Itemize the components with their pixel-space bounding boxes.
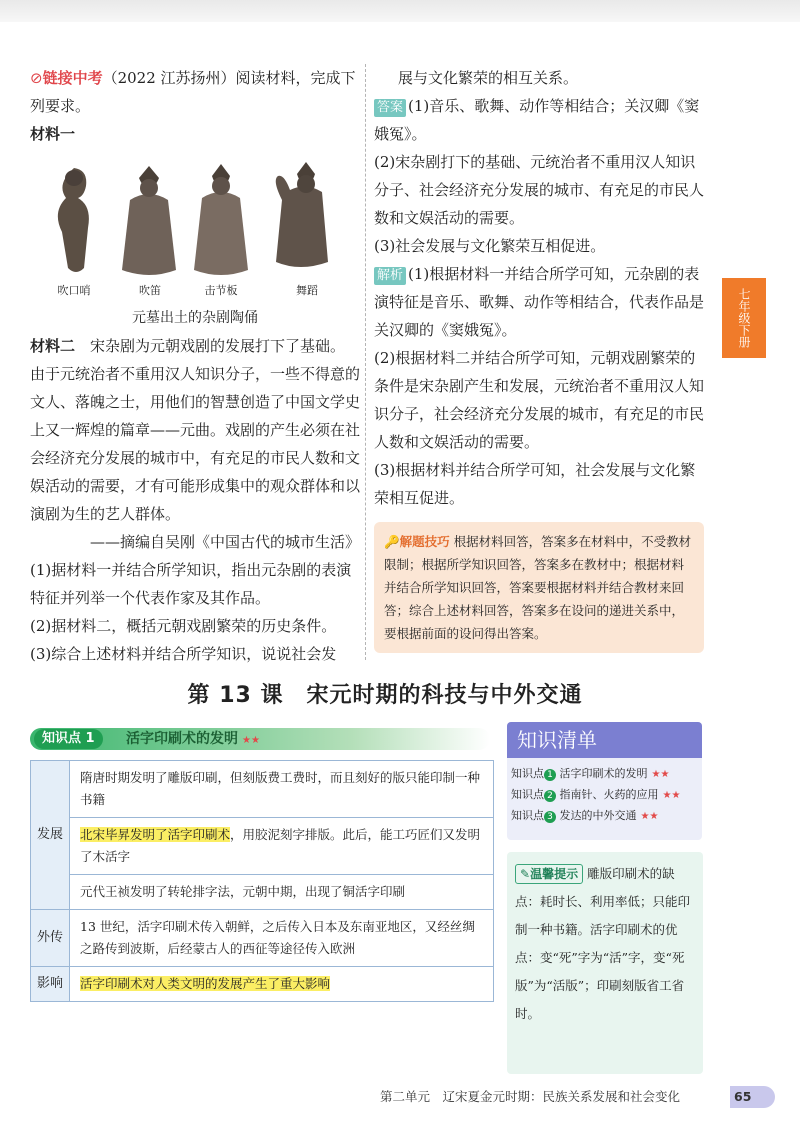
analysis-2: (2)根据材料二并结合所学可知，元朝戏剧繁荣的条件是宋杂剧产生和发展，元统治者不重用汉人知识分子，社会经济充分发展的城市，有充足的市民人数和文娱活动的需要。 bbox=[374, 349, 705, 451]
link-label: 链接中考 bbox=[42, 69, 103, 87]
answer-1 bbox=[374, 92, 704, 148]
lightbulb-icon: ✎ bbox=[520, 867, 531, 881]
warm-tip-label-text: 温馨提示 bbox=[530, 867, 579, 881]
star-icon: ★★ bbox=[640, 811, 659, 822]
analysis-tag: 解析 bbox=[374, 267, 406, 285]
row-header-spread: 外传 bbox=[31, 910, 70, 967]
tip-text: 根据材料回答，答案多在材料中，不受教材限制；根据所学知识回答，答案多在教材中；根据材料并结合所学知识回答，答案要根据材料并结合教材来回答；综合上述材料回答，答案多在设问的递进关系中，要根据前面的设问得出答案。 bbox=[384, 534, 692, 641]
grade-side-tab: 七年级下册 bbox=[722, 278, 766, 358]
exam-intro bbox=[30, 64, 360, 120]
analysis-1 bbox=[374, 260, 704, 344]
page-number: 65 bbox=[734, 1089, 752, 1104]
table-row bbox=[31, 910, 494, 967]
terracotta-figures bbox=[30, 152, 360, 302]
item-number: 3 bbox=[544, 811, 556, 823]
column-divider bbox=[365, 64, 366, 660]
item-prefix: 知识点 bbox=[511, 788, 544, 801]
figure-dance-icon bbox=[270, 160, 340, 284]
question-1: (1)据材料一并结合所学知识，指出元杂剧的表演特征并列举一个代表作家及其作品。 bbox=[30, 561, 352, 607]
page-footer bbox=[380, 1086, 770, 1108]
material2-text: 宋杂剧为元朝戏剧的发展打下了基础。由于元统治者不重用汉人知识分子，一些不得意的文人、落魄之士，用他们的智慧创造了中国文学史上又一辉煌的篇章——元曲。戏剧的产生必须在社会经济充分发展的城市中，有充足的市民人数和文娱活动的需要，才有可能形成集中的观众群体和以演剧为生的艺人群体。 bbox=[30, 337, 361, 523]
question-2: (2)据材料二，概括元朝戏剧繁荣的历史条件。 bbox=[30, 617, 337, 635]
figure-caption: 击节板 bbox=[204, 284, 238, 297]
knowledge-list-title: 知识清单 bbox=[507, 722, 702, 758]
item-text: 活字印刷术的发明 bbox=[559, 767, 648, 780]
item-text: 发达的中外交通 bbox=[559, 809, 637, 822]
figure-caption: 舞蹈 bbox=[296, 284, 318, 297]
figure-whistle-icon bbox=[44, 160, 104, 280]
lesson-title: 第 13 课 宋元时期的科技与中外交通 bbox=[187, 683, 583, 708]
figure-caption: 吹口哨 bbox=[57, 284, 91, 297]
figure-caption: 吹笛 bbox=[139, 284, 161, 297]
table-row bbox=[31, 967, 494, 1002]
left-column bbox=[30, 64, 360, 668]
material2-label: 材料二 bbox=[30, 337, 76, 355]
row-header-development: 发展 bbox=[31, 761, 70, 910]
material1-label: 材料一 bbox=[30, 125, 76, 143]
kp-label: 知识点 1 bbox=[34, 729, 103, 749]
star-icon: ★★ bbox=[242, 735, 260, 746]
star-icon: ★★ bbox=[651, 769, 670, 780]
highlight: 活字印刷术对人类文明的发展产生了重大影响 bbox=[80, 976, 331, 991]
star-icon: ★★ bbox=[662, 790, 681, 801]
figure-clapper-icon bbox=[188, 160, 254, 280]
answer-1-text: (1)音乐、歌舞、动作等相结合；关汉卿《窦娥冤》。 bbox=[374, 97, 700, 143]
knowledge-table bbox=[30, 760, 494, 1002]
question-3: (3)综合上述材料并结合所学知识，说说社会发 bbox=[30, 645, 337, 663]
item-text: 指南针、火药的应用 bbox=[559, 788, 659, 801]
list-item bbox=[507, 806, 702, 827]
item-prefix: 知识点 bbox=[511, 767, 544, 780]
item-number: 1 bbox=[544, 769, 556, 781]
table-cell: 隋唐时期发明了雕版印刷，但刻版费工费时，而且刻好的版只能印制一种书籍 bbox=[70, 761, 494, 818]
material2 bbox=[30, 332, 360, 528]
item-prefix: 知识点 bbox=[511, 809, 544, 822]
page-top-edge bbox=[0, 0, 800, 22]
kp-title bbox=[126, 729, 260, 751]
list-item bbox=[507, 764, 702, 785]
analysis-3: (3)根据材料并结合所学可知，社会发展与文化繁荣相互促进。 bbox=[374, 461, 696, 507]
knowledge-list-box bbox=[507, 722, 702, 840]
unit-title: 第二单元 辽宋夏金元时期：民族关系发展和社会变化 bbox=[380, 1089, 681, 1104]
row-header-impact: 影响 bbox=[31, 967, 70, 1002]
table-cell bbox=[70, 967, 494, 1002]
table-cell: 13 世纪，活字印刷术传入朝鲜，之后传入日本及东南亚地区，又经丝绸之路传到波斯，后经蒙古人的西征等途径传入欧洲 bbox=[70, 910, 494, 967]
table-row bbox=[31, 875, 494, 910]
table-row bbox=[31, 761, 494, 818]
tip-label-text: 解题技巧 bbox=[399, 534, 450, 549]
figure-title: 元墓出土的杂剧陶俑 bbox=[132, 310, 258, 326]
warm-tip-label bbox=[515, 864, 583, 884]
key-icon: 🔑 bbox=[384, 534, 400, 549]
kp-title-text: 活字印刷术的发明 bbox=[126, 731, 238, 747]
list-item bbox=[507, 785, 702, 806]
material-source: ——摘编自吴刚《中国古代的城市生活》 bbox=[89, 533, 360, 551]
link-icon: ⊘ bbox=[30, 69, 43, 87]
answer-3: (3)社会发展与文化繁荣互相促进。 bbox=[374, 237, 606, 255]
figure-flute-icon bbox=[116, 160, 182, 280]
right-column bbox=[374, 64, 704, 653]
solving-tip-box bbox=[374, 522, 704, 653]
knowledge-point-bar bbox=[30, 728, 490, 750]
table-cell-text: ，用胶泥刻字排版。此后，能工巧匠们又发明了木活字 bbox=[80, 827, 481, 864]
table-cell: 元代王祯发明了转轮排字法，元朝中期，出现了铜活字印刷 bbox=[70, 875, 494, 910]
warm-tip-text: 雕版印刷术的缺点：耗时长、利用率低；只能印制一种书籍。活字印刷术的优点：变“死”字为“活”字，变“死版”为“活版”；印刷刻版省工省时。 bbox=[515, 866, 691, 1021]
table-row bbox=[31, 818, 494, 875]
question-3-continued: 展与文化繁荣的相互关系。 bbox=[398, 69, 579, 87]
table-cell bbox=[70, 818, 494, 875]
tip-label bbox=[384, 534, 450, 549]
item-number: 2 bbox=[544, 790, 556, 802]
warm-tip-box bbox=[507, 852, 703, 1074]
highlight: 北宋毕昇发明了活字印刷术 bbox=[80, 827, 231, 842]
intro-text: （2022 江苏扬州）阅读材料，完成下列要求。 bbox=[30, 69, 356, 115]
analysis-1-text: (1)根据材料一并结合所学可知，元杂剧的表演特征是音乐、歌舞、动作等相结合，代表作品是关汉卿的《窦娥冤》。 bbox=[374, 265, 705, 339]
answer-tag: 答案 bbox=[374, 99, 406, 117]
answer-2: (2)宋杂剧打下的基础、元统治者不重用汉人知识分子、社会经济充分发展的城市、有充足的市民人数和文娱活动的需要。 bbox=[374, 153, 705, 227]
